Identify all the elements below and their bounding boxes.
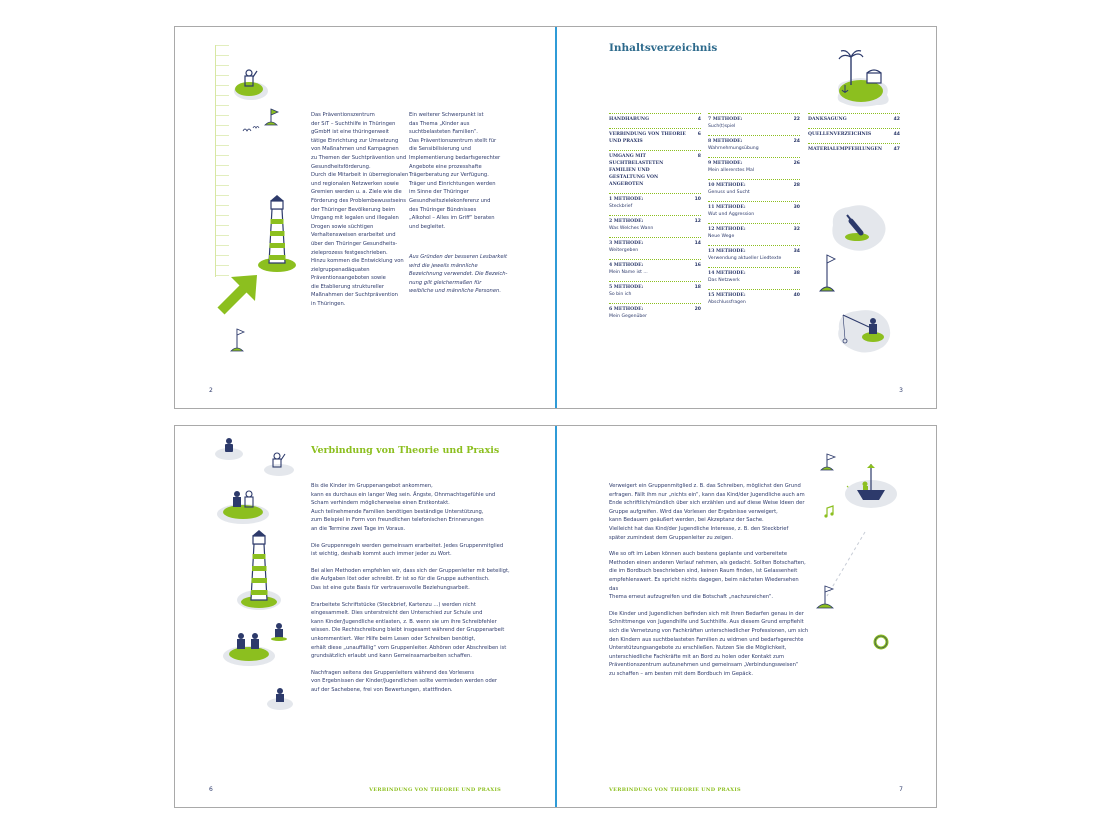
toc-entry-page: 24: [793, 139, 800, 144]
toc-entry-page: 42: [893, 117, 900, 122]
voyage-route-illustration: [807, 446, 927, 656]
toc-entry[interactable]: [808, 128, 900, 140]
paragraph: Bei allen Methoden empfehlen wir, dass sich der Gruppenleiter mit beteiligt, die Aufgaben löst oder schreibt. Er ist so für die Gruppe authentisch. Das ist eine gute Basis für vertrauensvolle Beziehungsarbeit.: [311, 567, 510, 591]
toc-entry-page: 6: [697, 132, 701, 137]
toc-entry-page: 32: [793, 227, 800, 232]
page-6: [175, 426, 555, 807]
toc-entry-subtitle: Steckbrief: [609, 204, 633, 209]
toc-entry-title: MATERIALEMPFEHLUNGEN: [808, 147, 883, 152]
island-people-illustration: [215, 480, 275, 526]
toc-entry-page: 8: [697, 154, 701, 159]
toc-entry-page: 14: [694, 241, 701, 246]
toc-entry-subtitle: Abschlussfragen: [708, 300, 746, 305]
toc-entry-page: 47: [893, 147, 900, 152]
toc-entry-subtitle: Das Netzwerk: [708, 278, 740, 283]
toc-entry-title: UMGANG MIT SUCHTBELASTETEN FAMILIEN UND GESTALTUNG VON ANGEBOTEN: [609, 154, 664, 187]
toc-entry-subtitle: Such(t)spiel: [708, 124, 736, 129]
island-people-illustration: [221, 626, 281, 668]
readability-note: Aus Gründen der besseren Lesbarkeit wird die jeweils männliche Bezeichnung verwendet. Die Bezeich- nung gilt gleichermaßen für weibliche und männliche Personen.: [409, 254, 508, 295]
toc-entry[interactable]: [708, 267, 800, 286]
toc-column-1: [609, 113, 701, 325]
toc-entry-subtitle: Neue Wege: [708, 234, 735, 239]
toc-entry-subtitle: Mein Gegenüber: [609, 314, 648, 319]
island-figure-illustration: [229, 65, 279, 105]
toc-entry-title: 4 METHODE:: [609, 263, 644, 268]
page-3: [557, 27, 937, 408]
toc-entry[interactable]: [609, 193, 701, 212]
toc-entry-page: 22: [793, 117, 800, 122]
page-number: 7: [899, 786, 903, 793]
toc-entry-subtitle: Mein Name ist ...: [609, 270, 648, 275]
toc-entry-page: 34: [793, 249, 800, 254]
bottle-island-illustration: [827, 197, 891, 259]
toc-entry-title: VERBINDUNG VON THEORIE UND PRAXIS: [609, 132, 686, 144]
toc-entry-title: 6 METHODE:: [609, 307, 644, 312]
toc-column-2: [708, 113, 800, 311]
toc-entry-page: 30: [793, 205, 800, 210]
spread-pages-6-7: [174, 425, 937, 808]
paragraph: Verweigert ein Gruppenmitglied z. B. das Schreiben, möglichst den Grund erfragen. Fällt ihm nur „nichts ein“, kann das Kind/der Jugendliche auch am Ende schriftlich/mündlich über sich erzählen und auf diese Weise Ideen der Gruppe aufgreifen. Wird das Vorlesen der Ergebnisse verweigert, kann Bedauern geäußert werden, bei Akzeptanz der Sache. Vielleicht hat das Kind/der Jugendliche Interesse, z. B. den Steckbrief später zumindest dem Gruppenleiter zu zeigen.: [609, 483, 805, 541]
lighthouse-illustration: [257, 195, 297, 273]
toc-entry[interactable]: [609, 113, 701, 125]
running-footer: VERBINDUNG VON THEORIE UND PRAXIS: [609, 787, 741, 793]
toc-entry-title: 1 METHODE:: [609, 197, 644, 202]
toc-entry[interactable]: [609, 237, 701, 256]
toc-entry[interactable]: [609, 215, 701, 234]
paragraph: Wie so oft im Leben können auch bestens geplante und vorbereitete Methoden einen anderen Verlauf nehmen, als gedacht. Sollten Botschaften, die im Bordbuch beschrieben sind, keinen Raum finden, ist Gelassenheit empfehlenswert. Es spricht nichts dagegen, beim nächsten Wiedersehen das Thema erneut aufzugreifen und die Botschaft „nachzureichen“.: [609, 551, 806, 601]
toc-entry-subtitle: Wahrnehmungsübung: [708, 146, 759, 151]
toc-entry-page: 26: [793, 161, 800, 166]
toc-entry-title: 8 METHODE:: [708, 139, 743, 144]
toc-entry[interactable]: [708, 135, 800, 154]
toc-entry-title: 14 METHODE:: [708, 271, 746, 276]
toc-entry-title: 11 METHODE:: [708, 205, 746, 210]
page-2: [175, 27, 555, 408]
body-text-column-2: Ein weiterer Schwerpunkt ist das Thema „Kinder aus suchtbelasteten Familien“. Das Präventionszentrum stellt für die Sensibilisierung und Implementierung bedarfsgerechter Angebote eine prozesshafte Trägerberatung zur Verfügung. Träger und Einrichtungen werden im Sinne der Thüringer Gesundheitszielekonferenz und des Thüringer Bündnisses „Alkohol – Alles im Griff“ beraten und begleitet.: [409, 112, 501, 230]
toc-entry-page: 28: [793, 183, 800, 188]
toc-entry-title: 3 METHODE:: [609, 241, 644, 246]
toc-entry-title: 5 METHODE:: [609, 285, 644, 290]
toc-entry-title: DANKSAGUNG: [808, 117, 847, 122]
toc-column-3: [808, 113, 900, 158]
toc-entry-page: 16: [694, 263, 701, 268]
flag-icon: [819, 253, 841, 295]
toc-entry-subtitle: Weitergeben: [609, 248, 639, 253]
toc-entry-subtitle: Genuss und Sucht: [708, 190, 750, 195]
page-number: 2: [209, 387, 213, 394]
height-ruler-decoration: [215, 45, 229, 277]
spread-pages-2-3: [174, 26, 937, 409]
toc-entry-title: 10 METHODE:: [708, 183, 746, 188]
fishing-island-illustration: [833, 299, 895, 359]
toc-entry[interactable]: [609, 303, 701, 322]
toc-entry-subtitle: Wut und Aggression: [708, 212, 755, 217]
toc-entry-page: 12: [694, 219, 701, 224]
toc-entry[interactable]: [708, 113, 800, 132]
toc-entry-title: 9 METHODE:: [708, 161, 743, 166]
toc-entry[interactable]: [808, 113, 900, 125]
island-figure-illustration: [265, 682, 295, 712]
toc-entry-page: 38: [793, 271, 800, 276]
flag-icon: [231, 327, 251, 355]
body-text: [609, 482, 809, 686]
body-text-column-1: Das Präventionszentrum der SiT – Suchthilfe in Thüringen gGmbH ist eine thüringenweit tätige Einrichtung zur Umsetzung von Maßnahmen und Kampagnen zu Themen der Suchtprävention und Gesundheitsförderung. Durch die Mitarbeit in überregionalen und regionalen Netzwerken sowie Gremien werden u. a. Ziele wie die Förderung des Problembewusstseins der Thüringer Bevölkerung beim Umgang mit legalen und illegalen Drogen sowie süchtigen Verhaltensweisen erarbeitet und über den Thüringer Gesundheits- zieleprozess festgeschrieben. Hinzu kommen die Entwicklung von zielgruppenadäquaten Präventionsangeboten sowie die Etablierung struktureller Maßnahmen der Suchtprävention in Thüringen.: [311, 112, 409, 308]
toc-entry-title: 7 METHODE:: [708, 117, 743, 122]
toc-entry-page: 4: [697, 117, 701, 122]
toc-entry[interactable]: [708, 201, 800, 220]
treasure-island-illustration: [833, 47, 895, 107]
toc-entry[interactable]: [708, 289, 800, 308]
toc-entry-subtitle: Verwendung aktueller Liedtexte: [708, 256, 782, 261]
toc-entry-title: 2 METHODE:: [609, 219, 644, 224]
paragraph: Die Kinder und Jugendlichen befinden sich mit ihren Bedarfen genau in der Schnittmenge von Jugendhilfe und Suchthilfe. Aus diesem Grund empfiehlt sich die Vernetzung von Fachkräften unterschiedlicher Professionen, um sich den Kindern aus suchtbelasteten Familien zu widmen und bedarfsgerechte Unterstützungsangebote zu erschließen. Nutzen Sie die Möglichkeit, unterschiedliche Fachkräfte mit an Bord zu holen oder Kontakt zum Präventionszentrum aufzunehmen und gemeinsam „Verbindungsweisen“ zu schaffen – am besten mit dem Bordbuch im Gepäck.: [609, 610, 809, 677]
running-footer: VERBINDUNG VON THEORIE UND PRAXIS: [369, 787, 501, 793]
toc-entry[interactable]: [708, 157, 800, 176]
toc-entry[interactable]: [609, 259, 701, 278]
flag-icon: [265, 107, 285, 129]
toc-entry-title: 13 METHODE:: [708, 249, 746, 254]
toc-entry-page: 40: [793, 293, 800, 298]
toc-entry-subtitle: So bin ich: [609, 292, 632, 297]
lighthouse-illustration: [237, 528, 283, 614]
island-figure-illustration: [211, 432, 247, 462]
paragraph: Die Gruppenregeln werden gemeinsam erarbeitet. Jedes Gruppenmitglied ist wichtig, deshalb kommt auch immer jeder zu Wort.: [311, 542, 504, 558]
toc-entry-page: 18: [694, 285, 701, 290]
toc-entry-page: 10: [694, 197, 701, 202]
toc-entry-subtitle: Mein allererstes Mal: [708, 168, 755, 173]
section-title: Verbindung von Theorie und Praxis: [311, 445, 500, 456]
island-figure-illustration: [261, 446, 297, 478]
toc-entry-title: 12 METHODE:: [708, 227, 746, 232]
toc-entry-page: 44: [893, 132, 900, 137]
toc-entry[interactable]: [708, 245, 800, 264]
toc-entry-page: 20: [694, 307, 701, 312]
page-title: Inhaltsverzeichnis: [609, 42, 718, 54]
toc-entry[interactable]: [708, 223, 800, 242]
toc-entry[interactable]: [708, 179, 800, 198]
paragraph: Nachfragen seitens des Gruppenleiters während des Vorlesens von Ergebnissen der Kinder/Jugendlichen sollte vermieden werden oder auf der Sachebene, frei von Bewertungen, stattfinden.: [311, 669, 498, 693]
arrow-icon: [217, 269, 263, 315]
toc-entry[interactable]: [609, 128, 701, 147]
toc-entry-title: HANDHABUNG: [609, 117, 650, 122]
page-7: [557, 426, 937, 807]
toc-entry-subtitle: Was Welches Wann: [609, 226, 654, 231]
toc-entry-title: QUELLENVERZEICHNIS: [808, 132, 872, 137]
body-text: [311, 482, 511, 702]
page-number: 6: [209, 786, 213, 793]
toc-entry[interactable]: [609, 150, 701, 190]
page-number: 3: [899, 387, 903, 394]
toc-entry[interactable]: [609, 281, 701, 300]
paragraph: Bis die Kinder im Gruppenangebot ankommen, kann es durchaus ein langer Weg sein. Ängste, Ohnmachtsgefühle und Scham verhindern möglicherweise einen Erstkontakt. Auch teilnehmende Familien benötigen beständige Unterstützung, zum Beispiel in Form von freundlichen telefonischen Erinnerungen an die Termine zwei Tage im Voraus.: [311, 483, 496, 532]
toc-entry-title: 15 METHODE:: [708, 293, 746, 298]
paragraph: Erarbeitete Schriftstücke (Steckbrief, Kartenzu ...) werden nicht eingesammelt. Dies unterstreicht den Unterschied zur Schule und kann Kinder/Jugendliche entlasten, z. B. wenn sie um ihre Schreibfehler wissen. Die Rechtschreibung bleibt insgesamt während der Gruppenarbeit unkommentiert. Wer Hilfe beim Lesen oder Schreiben benötigt, erhält diese „unauffällig“ vom Gruppenleiter. Abhören oder Abschreiben ist grundsätzlich erlaubt und kann Gemeinsamarbeiten schaffen.: [311, 601, 507, 660]
toc-entry[interactable]: [808, 143, 900, 155]
birds-icon: [241, 125, 261, 135]
